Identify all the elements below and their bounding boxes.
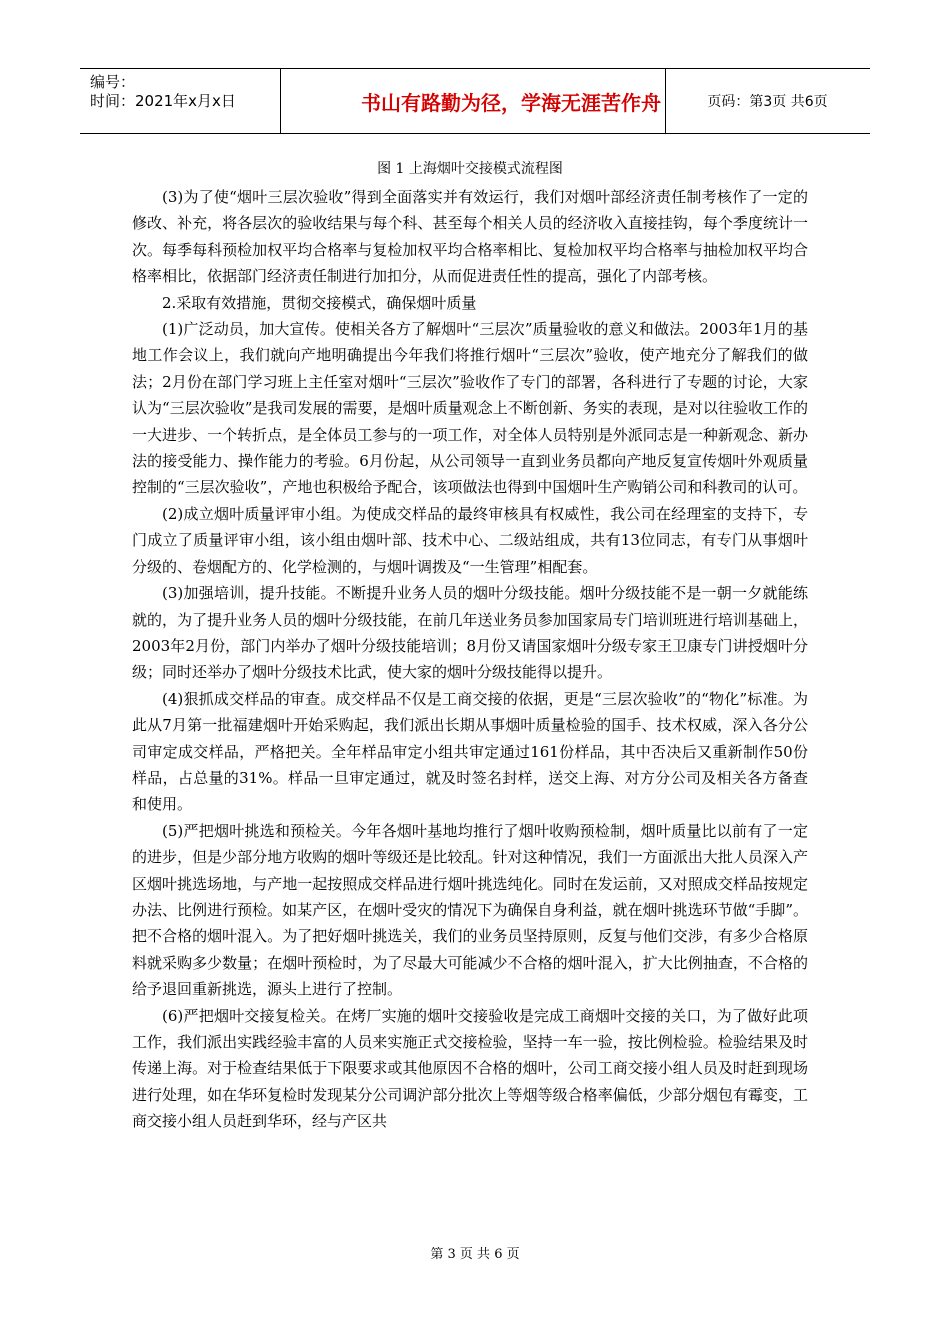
paragraph: (1)广泛动员，加大宣传。使相关各方了解烟叶“三层次”质量验收的意义和做法。2003年1月的基地工作会议上，我们就向产地明确提出今年我们将推行烟叶“三层次”验收，使产地充分了解我们的做法；2月份在部门学习班上主任室对烟叶“三层次”验收作了专门的部署，各科进行了专题的讨论，大家认为“三层次验收”是我司发展的需要，是烟叶质量观念上不断创新、务实的表现，是对以往验收工作的一大进步、一个转折点，是全体员工参与的一项工作，对全体人员特别是外派同志是一种新观念、新办法的接受能力、操作能力的考验。6月份起，从公司领导一直到业务员都向产地反复宣传烟叶外观质量控制的“三层次验收”，产地也积极给予配合，该项做法也得到中国烟叶生产购销公司和科教司的认可。 — [132, 320, 808, 497]
document-date-label: 时间：2021年x月x日 — [90, 92, 236, 110]
header-left-block — [90, 73, 236, 111]
motto-text: 书山有路勤为径，学海无涯苦作舟 — [361, 90, 661, 115]
paragraph: (6)严把烟叶交接复检关。在烤厂实施的烟叶交接验收是完成工商烟叶交接的关口，为了做好此项工作，我们派出实践经验丰富的人员来实施正式交接检验，坚持一车一验，按比例检验。检验结果及时传递上海。对于检查结果低于下限要求或其他原因不合格的烟叶，公司工商交接小组人员及时赶到现场进行处理，如在华环复检时发现某分公司调沪部分批次上等烟等级合格率偏低，少部分烟包有霉变，工商交接小组人员赶到华环，经与产区共 — [132, 1006, 808, 1131]
page-footer: 第 3 页 共 6 页 — [430, 1247, 520, 1262]
paragraph: (3)为了使“烟叶三层次验收”得到全面落实并有效运行，我们对烟叶部经济责任制考核作了一定的修改、补充，将各层次的验收结果与每个科、甚至每个相关人员的经济收入直接挂钩，每个季度统计一次。每季每科预检加权平均合格率与复检加权平均合格率相比、复检加权平均合格率与抽检加权平均合格率相比，依据部门经济责任制进行加扣分，从而促进责任性的提高，强化了内部考核。 — [132, 188, 808, 286]
section-heading: 2.采取有效措施，贯彻交接模式，确保烟叶质量 — [162, 293, 477, 312]
page-info-text: 页码：第3页 共6页 — [707, 94, 828, 110]
paragraph: (4)狠抓成交样品的审查。成交样品不仅是工商交接的依据，更是“三层次验收”的“物化”标准。为此从7月第一批福建烟叶开始采购起，我们派出长期从事烟叶质量检验的国手、技术权威，深入各分公司审定成交样品，严格把关。全年样品审定小组共审定通过161份样品，其中否决后又重新制作50份样品，占总量的31%。样品一旦审定通过，就及时签名封样，送交上海、对方分公司及相关各方备查和使用。 — [132, 689, 808, 814]
document-body — [132, 161, 808, 1135]
figure-caption: 图 1 上海烟叶交接模式流程图 — [377, 161, 563, 177]
document-number-label: 编号： — [90, 73, 136, 91]
paragraph: (3)加强培训，提升技能。不断提升业务人员的烟叶分级技能。烟叶分级技能不是一朝一夕就能练就的，为了提升业务人员的烟叶分级技能，在前几年送业务员参加国家局专门培训班进行培训基础上，2003年2月份，部门内举办了烟叶分级技能培训；8月份又请国家烟叶分级专家王卫康专门讲授烟叶分级；同时还举办了烟叶分级技术比武，使大家的烟叶分级技能得以提升。 — [132, 584, 808, 682]
paragraph: (2)成立烟叶质量评审小组。为使成交样品的最终审核具有权威性，我公司在经理室的支持下，专门成立了质量评审小组，该小组由烟叶部、技术中心、二级站组成，共有13位同志，有专门从事烟叶分级的、卷烟配方的、化学检测的，与烟叶调拨及“一生管理”相配套。 — [132, 504, 808, 576]
header-page-info — [665, 69, 870, 133]
paragraph: (5)严把烟叶挑选和预检关。今年各烟叶基地均推行了烟叶收购预检制，烟叶质量比以前有了一定的进步，但是少部分地方收购的烟叶等级还是比较乱。针对这种情况，我们一方面派出大批人员深入产区烟叶挑选场地，与产地一起按照成交样品进行烟叶挑选纯化。同时在发运前，又对照成交样品按规定办法、比例进行预检。如某产区，在烟叶受灾的情况下为确保自身利益，就在烟叶挑选环节做“手脚”。把不合格的烟叶混入。为了把好烟叶挑选关，我们的业务员坚持原则，反复与他们交涉，有多少合格原料就采购多少数量；在烟叶预检时，为了尽最大可能减少不合格的烟叶混入，扩大比例抽查，不合格的给予退回重新挑选，源头上进行了控制。 — [132, 821, 808, 999]
page-header — [80, 68, 870, 134]
